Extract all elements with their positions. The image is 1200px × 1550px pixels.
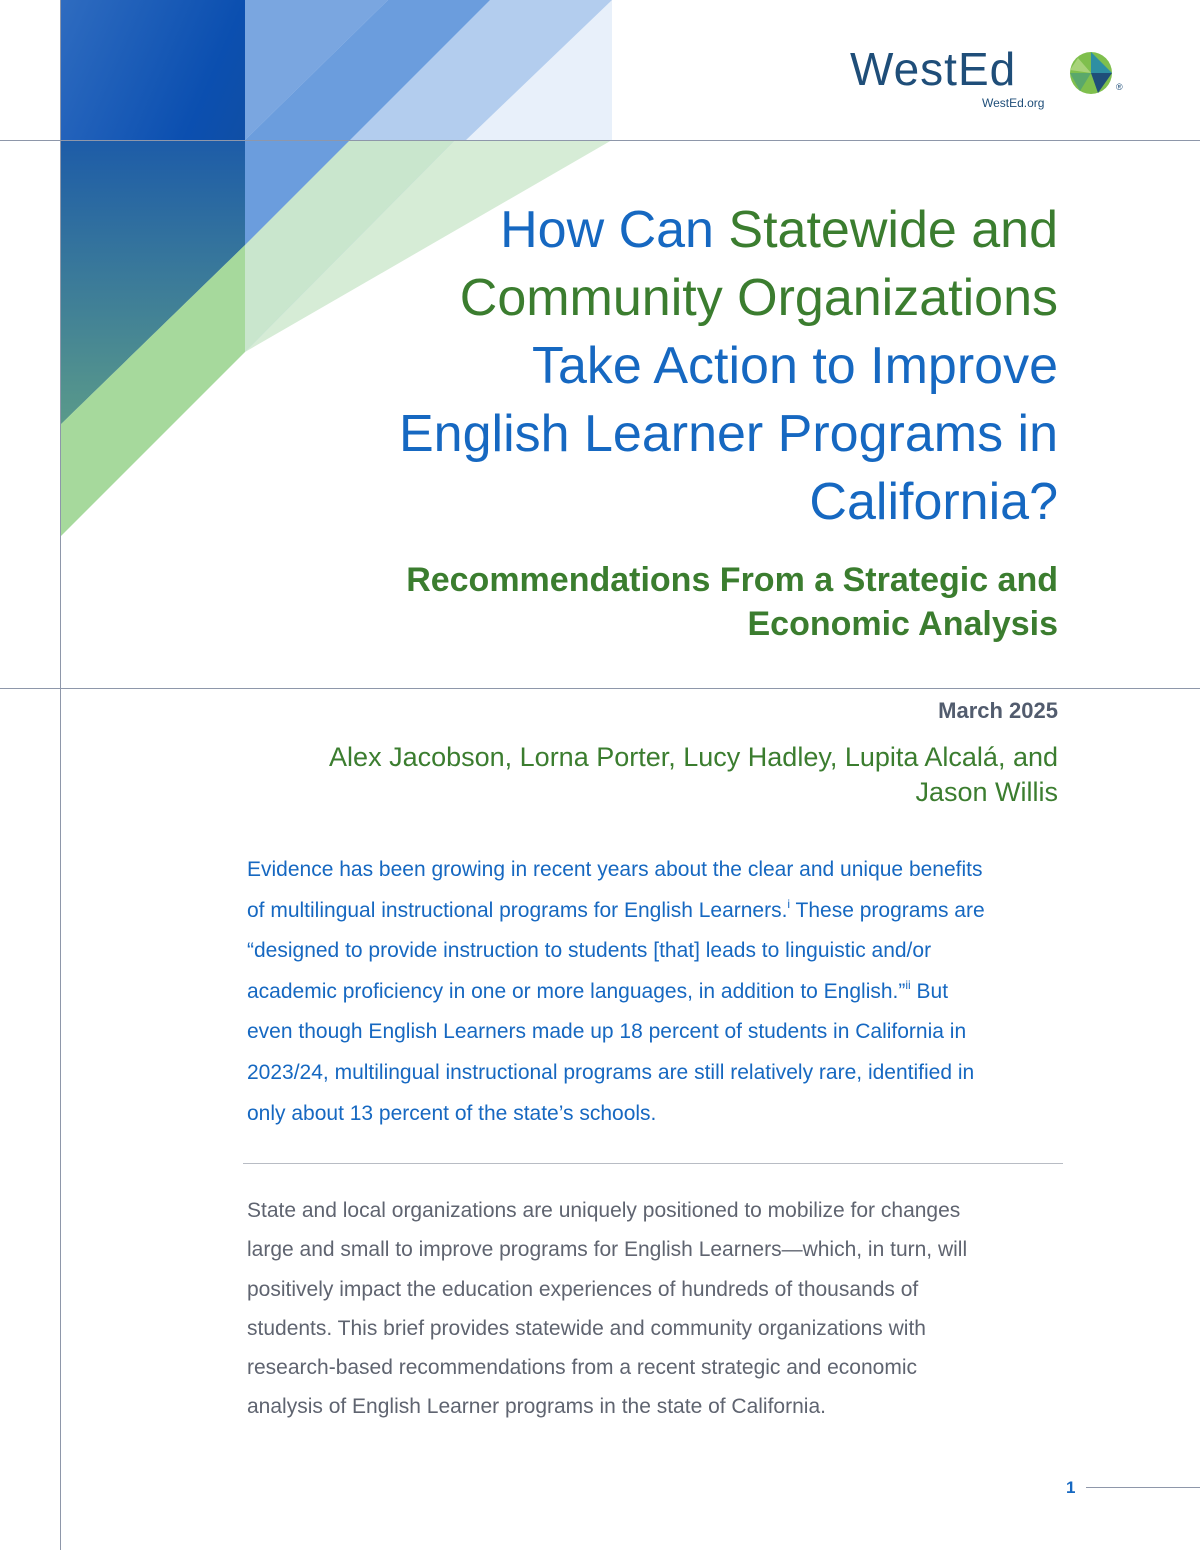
logo-wordmark: WestEd — [850, 43, 1017, 95]
authors-line-1: Alex Jacobson, Lorna Porter, Lucy Hadley, Lupita Alcalá, and — [329, 742, 1058, 772]
authors-line-2: Jason Willis — [915, 777, 1058, 807]
page-title — [218, 196, 1058, 536]
title-line-3: Take Action to Improve — [531, 337, 1058, 395]
footnote-ref-ii[interactable]: ii — [905, 977, 911, 992]
subtitle-line-2: Economic Analysis — [747, 605, 1058, 643]
title-line-1: How Can Statewide and — [500, 201, 1058, 259]
publication-date: March 2025 — [938, 698, 1058, 723]
footnote-ref-i[interactable]: i — [787, 896, 791, 911]
header-rule-top — [0, 140, 1200, 141]
subtitle — [218, 558, 1058, 646]
page-number-rule — [1086, 1487, 1200, 1488]
registered-mark: ® — [1116, 82, 1123, 92]
wested-globe-icon — [1068, 50, 1114, 96]
subtitle-line-1: Recommendations From a Strategic and — [406, 561, 1058, 599]
intro-paragraph: Evidence has been growing in recent years about the clear and unique benefits of multilingual instructional programs for English Learners.$^i$ These programs are “designed to provide instruction to students [that] leads to linguistic and/or academic proficiency in one or more languages, in addition to English.”$^{ii}$ But even though English Learners made up 18 percent of students in California in 2023/24, multilingual instructional programs are still relatively rare, identified in only about 13 percent of the state’s schools. — [247, 858, 985, 1125]
wested-logo[interactable] — [840, 40, 1130, 115]
header-rule-bottom — [0, 688, 1200, 689]
authors — [218, 740, 1058, 810]
summary-paragraph: State and local organizations are uniquely positioned to mobilize for changes large and small to improve programs for English Learners—which, in turn, will positively impact the education experiences of hundreds of thousands of students. This brief provides statewide and community organizations with research-based recommendations from a recent strategic and economic analysis of English Learner programs in the state of California. — [247, 1199, 968, 1419]
logo-url: WestEd.org — [982, 96, 1045, 110]
left-margin-rule — [60, 0, 61, 1550]
page-number: 1 — [1066, 1478, 1076, 1497]
section-divider — [243, 1163, 1063, 1164]
title-line-5: California? — [809, 473, 1058, 531]
title-line-4: English Learner Programs in — [399, 405, 1058, 463]
title-line-2: Community Organizations — [459, 269, 1058, 327]
